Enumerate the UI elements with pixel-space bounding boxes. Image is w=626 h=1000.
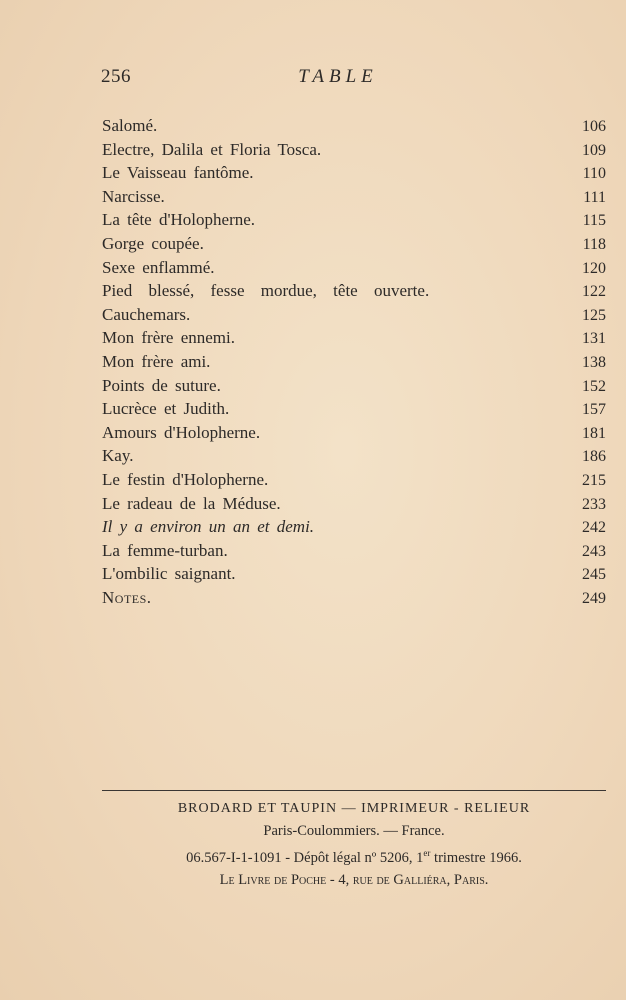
toc-entry-title: Electre, Dalila et Floria Tosca. bbox=[102, 139, 322, 159]
toc-entry bbox=[102, 161, 606, 185]
toc-entry-page: 106 bbox=[582, 118, 606, 135]
toc-entry bbox=[102, 256, 606, 280]
toc-entry bbox=[102, 492, 606, 516]
running-title: TABLE bbox=[298, 66, 378, 87]
legal-deposit-line bbox=[92, 842, 616, 869]
toc-entry-title: Il y a environ un an et demi. bbox=[102, 517, 315, 537]
toc-entry bbox=[102, 279, 606, 303]
toc-entry-title: Sexe enflammé. bbox=[102, 257, 215, 277]
toc-entry-title: Le festin d'Holopherne. bbox=[102, 469, 269, 489]
publisher-line: Le Livre de Poche - 4, rue de Galliéra, Paris. bbox=[219, 871, 489, 888]
toc-entry bbox=[102, 515, 606, 539]
toc-entry-page: 233 bbox=[582, 495, 606, 513]
toc-entry bbox=[102, 444, 606, 468]
toc-entry-title: La femme-turban. bbox=[102, 540, 228, 560]
toc-entry-page: 110 bbox=[582, 165, 606, 183]
toc-entry-page: 157 bbox=[582, 401, 606, 419]
toc-entry bbox=[102, 397, 606, 421]
toc-entry-title: Le Vaisseau fantôme. bbox=[102, 163, 254, 183]
toc-entry-page: 120 bbox=[582, 259, 606, 277]
toc-entry-page: 152 bbox=[582, 377, 606, 395]
toc-entry bbox=[102, 350, 606, 374]
toc-entry-page: 245 bbox=[582, 566, 606, 584]
toc-entry-title: Salomé. bbox=[102, 116, 158, 135]
toc-entry-page: 118 bbox=[582, 235, 606, 253]
toc-entry-title: Cauchemars. bbox=[102, 304, 191, 324]
toc-entry bbox=[102, 539, 606, 563]
printer-line: BRODARD ET TAUPIN — IMPRIMEUR - RELIEUR bbox=[177, 801, 531, 816]
toc-entry bbox=[102, 468, 606, 492]
toc-entry bbox=[102, 208, 606, 232]
toc-entry-page: 138 bbox=[582, 353, 606, 371]
toc-entry bbox=[102, 303, 606, 327]
toc-entry-page: 249 bbox=[582, 589, 606, 607]
toc-entry-title: Mon frère ennemi. bbox=[102, 328, 235, 348]
toc-entry-title: Mon frère ami. bbox=[102, 351, 211, 371]
toc-entry-page: 131 bbox=[582, 330, 606, 348]
toc-entry-page: 109 bbox=[582, 141, 606, 159]
toc-entry-page: 186 bbox=[582, 448, 606, 466]
legal-deposit-suffix: trimestre 1966. bbox=[430, 849, 522, 866]
toc-entry-page: 243 bbox=[582, 542, 606, 560]
toc-entry-title: Narcisse. bbox=[102, 186, 165, 206]
toc-entry-title: La tête d'Holopherne. bbox=[102, 210, 256, 230]
toc-entry-title: Points de suture. bbox=[102, 375, 221, 395]
page-number: 256 bbox=[101, 66, 131, 87]
table-of-contents bbox=[102, 114, 606, 609]
colophon-divider bbox=[102, 790, 606, 791]
toc-entry bbox=[102, 185, 606, 209]
toc-entry bbox=[102, 326, 606, 350]
toc-entry-page: 242 bbox=[582, 519, 606, 537]
toc-entry bbox=[102, 232, 606, 256]
toc-entry-page: 181 bbox=[582, 424, 606, 442]
toc-entry-title: Amours d'Holopherne. bbox=[102, 422, 261, 442]
legal-deposit-prefix: 06.567-I-1-1091 - Dépôt légal nº 5206, 1 bbox=[186, 849, 424, 866]
toc-entry-title: Gorge coupée. bbox=[102, 233, 204, 253]
toc-entry-page: 215 bbox=[582, 471, 606, 489]
colophon bbox=[92, 798, 616, 891]
toc-entry-title: Notes. bbox=[102, 587, 152, 607]
location-line: Paris-Coulommiers. — France. bbox=[263, 823, 445, 839]
toc-entry bbox=[102, 421, 606, 445]
toc-entry bbox=[102, 562, 606, 586]
toc-entry-title: Kay. bbox=[102, 446, 134, 466]
toc-entry-page: 122 bbox=[582, 283, 606, 301]
toc-entry-title: Pied blessé, fesse mordue, tête ouverte. bbox=[102, 281, 430, 301]
toc-entry-title: L'ombilic saignant. bbox=[102, 564, 236, 584]
toc-entry bbox=[102, 374, 606, 398]
toc-entry-page: 111 bbox=[583, 188, 606, 206]
toc-entry-title: Le radeau de la Méduse. bbox=[102, 493, 281, 513]
toc-entry-page: 115 bbox=[582, 212, 606, 230]
toc-entry bbox=[102, 138, 606, 162]
legal-deposit-superscript: er bbox=[423, 848, 431, 858]
toc-entry-title: Lucrèce et Judith. bbox=[102, 399, 230, 419]
toc-entry bbox=[102, 114, 606, 138]
toc-entry bbox=[102, 586, 606, 610]
toc-entry-page: 125 bbox=[582, 306, 606, 324]
